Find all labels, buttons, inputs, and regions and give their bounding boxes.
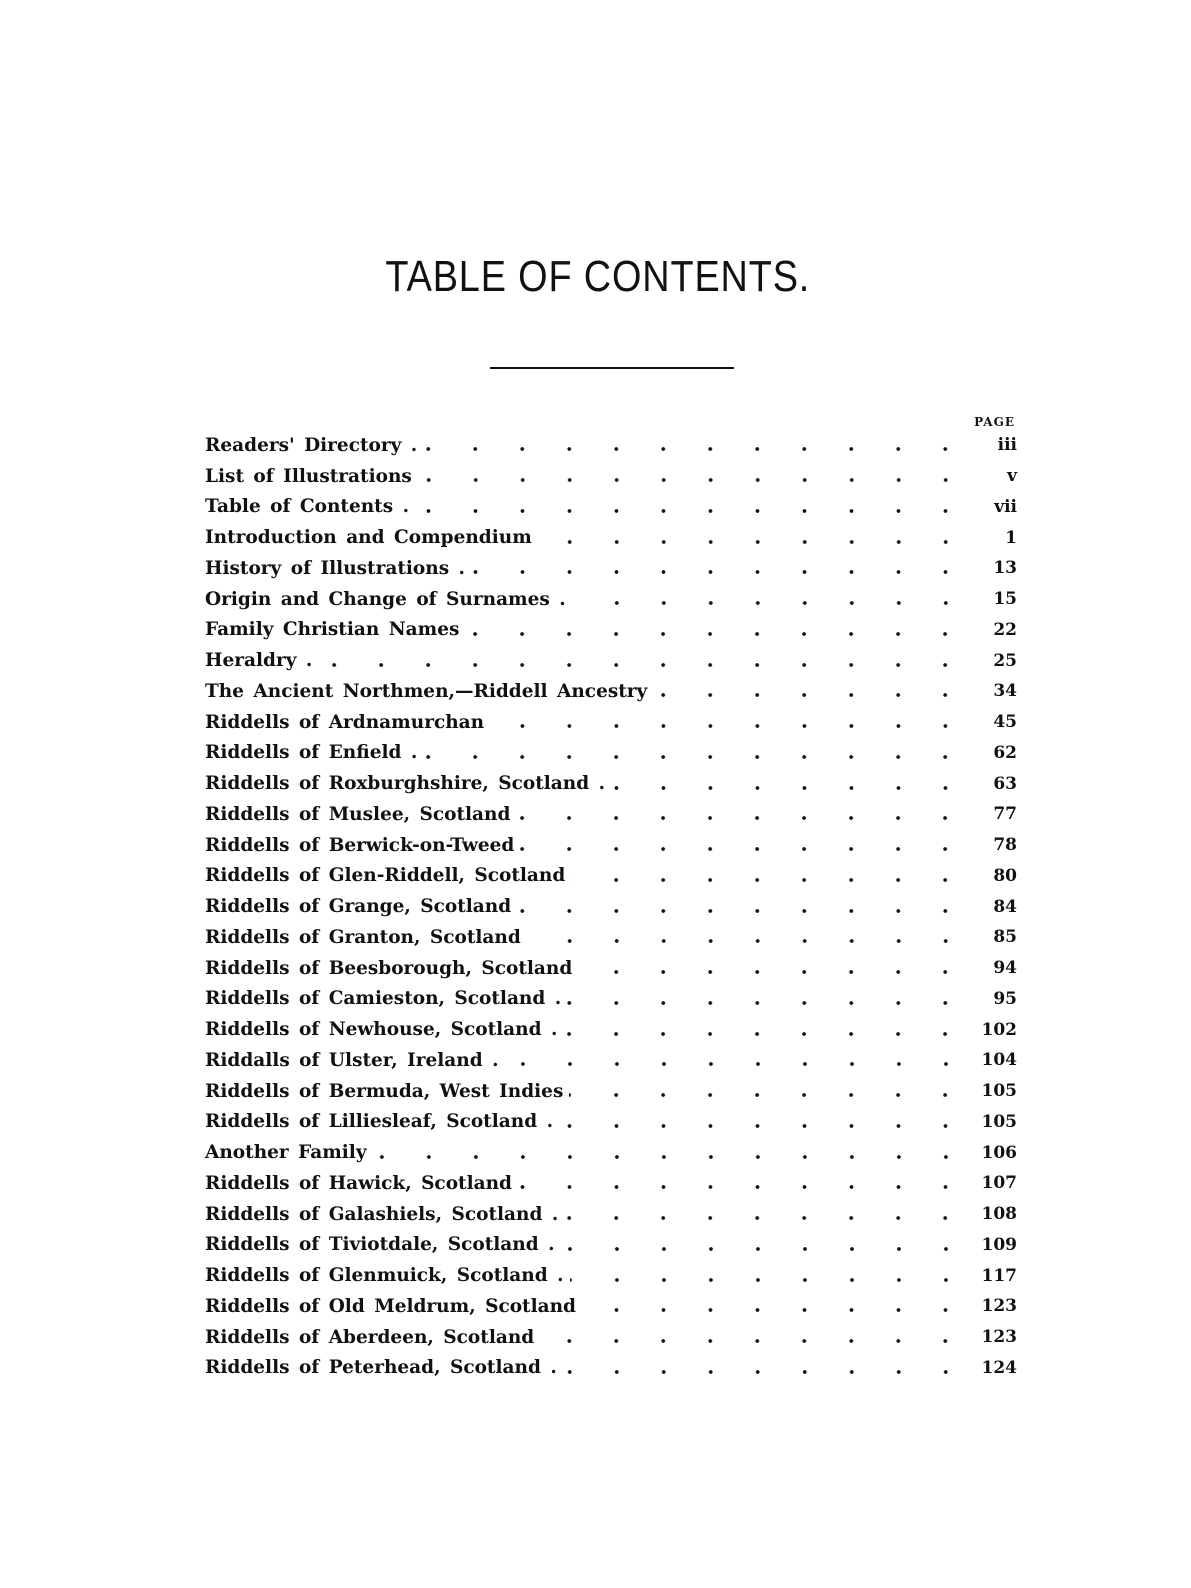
toc-entry-page-number: 117 [981, 1265, 1017, 1286]
dot-leader [569, 1091, 969, 1099]
toc-entry-title: Introduction and Compendium [205, 527, 538, 548]
toc-entry[interactable] [205, 1076, 1017, 1107]
toc-entry[interactable] [205, 1199, 1017, 1230]
toc-entry[interactable] [205, 1045, 1017, 1076]
toc-entry[interactable] [205, 1137, 1017, 1168]
toc-entry-title: Family Christian Names [205, 619, 465, 640]
toc-entry-title: Origin and Change of Surnames . [205, 589, 572, 610]
dot-leader [505, 1060, 969, 1068]
toc-entry[interactable] [205, 738, 1017, 769]
toc-entry-page-number: 1 [1005, 527, 1017, 548]
dot-leader [373, 1153, 969, 1161]
dot-leader [571, 876, 969, 884]
toc-entry-page-number: 94 [993, 958, 1017, 979]
toc-entry-page-number: 107 [981, 1173, 1017, 1194]
toc-entry-title: Riddells of Beesborough, Scotland [205, 958, 578, 979]
toc-entry-title: History of Illustrations . [205, 558, 471, 579]
dot-leader [518, 1183, 969, 1191]
toc-entry-title: Riddells of Lilliesleaf, Scotland . [205, 1111, 559, 1132]
dot-leader [423, 753, 969, 761]
dot-leader [540, 1337, 969, 1345]
dot-leader [517, 907, 969, 915]
toc-entry-title: Riddells of Bermuda, West Indies [205, 1081, 569, 1102]
toc-entry-page-number: 105 [981, 1081, 1017, 1102]
toc-entry[interactable] [205, 584, 1017, 615]
toc-entry[interactable] [205, 1291, 1017, 1322]
toc-entry-page-number: 106 [981, 1142, 1017, 1163]
toc-entry[interactable] [205, 1014, 1017, 1045]
toc-entry[interactable] [205, 707, 1017, 738]
toc-entry-title: Riddells of Granton, Scotland [205, 927, 527, 948]
toc-entry-page-number: 63 [993, 773, 1017, 794]
toc-entry-page-number: 109 [981, 1234, 1017, 1255]
toc-entry-title: Riddells of Newhouse, Scotland . [205, 1019, 563, 1040]
toc-entry[interactable] [205, 522, 1017, 553]
toc-entry-title: Readers' Directory . [205, 435, 423, 456]
toc-entry-title: The Ancient Northmen,—Riddell Ancestry [205, 681, 653, 702]
toc-entry-page-number: 77 [993, 804, 1017, 825]
toc-entry-page-number: 95 [993, 988, 1017, 1009]
dot-leader [520, 845, 969, 853]
toc-entry-page-number: 45 [993, 712, 1017, 733]
toc-entry-title: Riddells of Peterhead, Scotland . [205, 1357, 563, 1378]
dot-leader [611, 784, 969, 792]
dot-leader [516, 814, 969, 822]
dot-leader [567, 999, 969, 1007]
toc-entry[interactable] [205, 1260, 1017, 1291]
toc-entry-page-number: 78 [993, 835, 1017, 856]
toc-entry-title: Another Family [205, 1142, 373, 1163]
toc-entry[interactable] [205, 799, 1017, 830]
toc-entry-title: Heraldry . [205, 650, 318, 671]
page-column-header: PAGE [974, 415, 1015, 429]
toc-entry-title: Riddells of Muslee, Scotland [205, 804, 516, 825]
dot-leader [471, 568, 969, 576]
dot-leader [572, 599, 969, 607]
toc-entry-page-number: 13 [993, 558, 1017, 579]
dot-leader [527, 937, 969, 945]
toc-entry[interactable] [205, 645, 1017, 676]
toc-entry-page-number: 123 [981, 1327, 1017, 1348]
toc-entry[interactable] [205, 676, 1017, 707]
toc-entry[interactable] [205, 891, 1017, 922]
toc-entry[interactable] [205, 615, 1017, 646]
page-title: TABLE OF CONTENTS. [385, 252, 811, 301]
toc-entry-page-number: 105 [981, 1111, 1017, 1132]
toc-entry[interactable] [205, 492, 1017, 523]
toc-entry[interactable] [205, 1168, 1017, 1199]
toc-entry[interactable] [205, 430, 1017, 461]
dot-leader [559, 1122, 969, 1130]
toc-entry[interactable] [205, 768, 1017, 799]
toc-entry-page-number: 15 [993, 589, 1017, 610]
dot-leader [564, 1214, 969, 1222]
toc-entry-title: Riddells of Camieston, Scotland . [205, 988, 567, 1009]
toc-entry-page-number: 104 [981, 1050, 1017, 1071]
toc-entry-page-number: iii [997, 435, 1017, 456]
toc-entry-title: Riddells of Berwick-on-Tweed [205, 835, 520, 856]
toc-entry-title: Riddells of Aberdeen, Scotland [205, 1327, 540, 1348]
toc-entry-title: Riddells of Tiviotdale, Scotland . [205, 1234, 561, 1255]
toc-entry-title: Riddells of Galashiels, Scotland . [205, 1204, 564, 1225]
toc-entry-page-number: 84 [993, 896, 1017, 917]
toc-entry-title: Riddells of Hawick, Scotland [205, 1173, 518, 1194]
toc-entry-page-number: 124 [981, 1357, 1017, 1378]
toc-entry[interactable] [205, 1353, 1017, 1384]
dot-leader [582, 1306, 969, 1314]
toc-entry[interactable] [205, 830, 1017, 861]
dot-leader [465, 630, 969, 638]
dot-leader [318, 661, 969, 669]
toc-entry-page-number: 108 [981, 1204, 1017, 1225]
toc-entry-title: Riddells of Glenmuick, Scotland . [205, 1265, 570, 1286]
toc-entry-page-number: 25 [993, 650, 1017, 671]
toc-entry-title: Riddells of Glen-Riddell, Scotland [205, 865, 571, 886]
dot-leader [490, 722, 969, 730]
dot-leader [561, 1245, 969, 1253]
dot-leader [538, 538, 969, 546]
toc-entry-title: Riddells of Ardnamurchan [205, 712, 490, 733]
toc-entry-title: Riddells of Enfield . [205, 742, 423, 763]
dot-leader [563, 1030, 969, 1038]
toc-entry[interactable] [205, 461, 1017, 492]
toc-entry-title: Riddells of Roxburghshire, Scotland . [205, 773, 611, 794]
toc-entry-page-number: v [1007, 466, 1017, 487]
toc-entry-page-number: 102 [981, 1019, 1017, 1040]
toc-entry[interactable] [205, 922, 1017, 953]
toc-entry[interactable] [205, 953, 1017, 984]
toc-entry-page-number: 85 [993, 927, 1017, 948]
dot-leader [418, 476, 969, 484]
toc-entry-page-number: 80 [993, 865, 1017, 886]
toc-entry[interactable] [205, 1107, 1017, 1138]
toc-entry[interactable] [205, 984, 1017, 1015]
dot-leader [415, 507, 969, 515]
dot-leader [563, 1368, 969, 1376]
dot-leader [423, 445, 969, 453]
toc-entry[interactable] [205, 553, 1017, 584]
toc-entry-page-number: 123 [981, 1296, 1017, 1317]
toc-entry-page-number: 62 [993, 742, 1017, 763]
toc-entry[interactable] [205, 1230, 1017, 1261]
toc-entry-title: Riddalls of Ulster, Ireland . [205, 1050, 505, 1071]
dot-leader [653, 691, 969, 699]
toc-entry-page-number: vii [994, 496, 1017, 517]
toc-entry[interactable] [205, 1322, 1017, 1353]
table-of-contents [205, 430, 1017, 1383]
toc-entry-page-number: 34 [993, 681, 1017, 702]
toc-entry-title: List of Illustrations [205, 466, 418, 487]
title-divider [490, 367, 734, 369]
toc-entry-page-number: 22 [993, 619, 1017, 640]
dot-leader [578, 968, 969, 976]
toc-entry[interactable] [205, 861, 1017, 892]
toc-entry-title: Riddells of Grange, Scotland [205, 896, 517, 917]
toc-entry-title: Table of Contents . [205, 496, 415, 517]
toc-entry-title: Riddells of Old Meldrum, Scotland [205, 1296, 582, 1317]
dot-leader [570, 1276, 969, 1284]
